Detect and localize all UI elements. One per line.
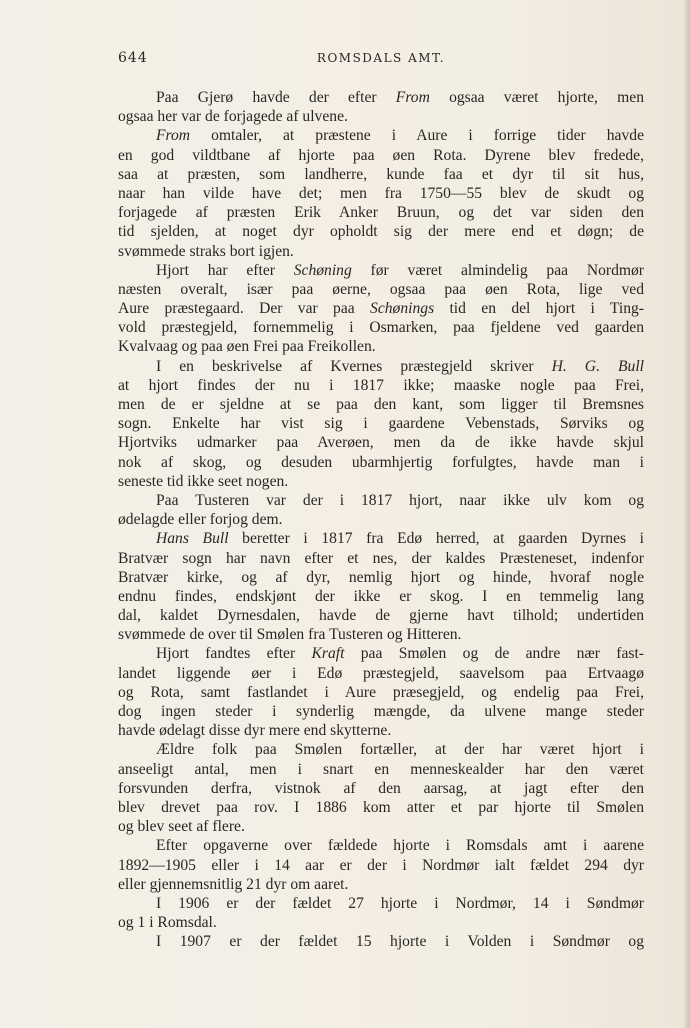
text-line (118, 299, 644, 318)
line-text: dal, kaldet Dyrnesdalen, havde de gjerne havt tilhold; undertiden (118, 607, 644, 625)
text-line (118, 529, 644, 548)
running-title: ROMSDALS AMT. (316, 51, 446, 65)
text-line (118, 817, 644, 836)
text-line (118, 606, 644, 625)
body-text (118, 88, 644, 951)
line-text: næsten overalt, især paa øerne, ogsaa paa øen Rota, lige ved (118, 280, 644, 298)
line-text: Hjort fandtes efter (156, 645, 312, 663)
line-text: I en beskrivelse af Kvernes præstegjeld skriver (156, 357, 552, 375)
line-text: 1892—1905 eller i 14 aar er der i Nordmør ialt fældet 294 dyr (118, 856, 644, 874)
text-line (118, 184, 644, 203)
text-line (118, 683, 644, 702)
line-text: endnu findes, endskjønt der ikke er skog. I en temmelig lang (118, 587, 644, 605)
line-text: blev drevet paa rov. I 1886 kom atter et par hjorte til Smølen (118, 798, 644, 816)
line-text: Paa Tusteren var der i 1817 hjort, naar ikke ulv kom og (156, 491, 644, 509)
text-line (118, 702, 644, 721)
text-line (118, 395, 644, 414)
line-text: svømmede straks bort igjen. (118, 242, 294, 260)
line-text: beretter i 1817 fra Edø herred, at gaarden Dyrnes i (228, 530, 645, 548)
text-line (118, 453, 644, 472)
text-line (118, 587, 644, 606)
text-line (118, 625, 644, 644)
text-line (118, 146, 644, 165)
text-line (118, 856, 644, 875)
line-text: og blev seet af flere. (118, 818, 245, 836)
page-header (118, 50, 644, 70)
line-text: I 1906 er der fældet 27 hjorte i Nordmør, 14 i Søndmør (156, 894, 644, 912)
line-text: Efter opgaverne over fældede hjorte i Romsdals amt i aarene (156, 837, 644, 855)
text-line (118, 568, 644, 587)
text-line (118, 165, 644, 184)
line-text: Bratvær sogn har navn efter et nes, der kaldes Præsteneset, indenfor (118, 549, 644, 567)
italic-name: From (156, 127, 191, 145)
text-line (118, 875, 644, 894)
line-text: nok af skog, og desuden ubarmhjertig forfulgtes, havde man i (118, 453, 644, 471)
text-line (118, 644, 644, 663)
text-line (118, 913, 644, 932)
italic-name: Kraft (311, 645, 345, 663)
line-text: forsvunden derfra, vistnok af den aarsag, at jagt efter den (118, 779, 644, 797)
text-line (118, 932, 644, 951)
text-line (118, 779, 644, 798)
line-text: omtaler, at præstene i Aure i forrige tider havde (190, 127, 644, 145)
text-line (118, 549, 644, 568)
text-line (118, 318, 644, 337)
line-text: eller gjennemsnitlig 21 dyr om aaret. (118, 875, 349, 893)
italic-name: H. G. Bull (551, 357, 644, 375)
text-line (118, 222, 644, 241)
line-text: tid en del hjort i Ting- (434, 300, 644, 318)
line-text: Hjortviks udmarker paa Averøen, men da de ikke havde skjul (118, 434, 644, 452)
line-text: Bratvær kirke, og af dyr, nemlig hjort og hinde, hvoraf nogle (118, 568, 644, 586)
text-line (118, 721, 644, 740)
line-text: Paa Gjerø havde der efter (156, 89, 396, 106)
text-line (118, 894, 644, 913)
italic-name: From (395, 89, 430, 106)
line-text: før været almindelig paa Nordmør (351, 261, 644, 279)
line-text: sogn. Enkelte har vist sig i gaardene Vebenstads, Sørviks og (118, 415, 644, 433)
text-line (118, 760, 644, 779)
text-line (118, 126, 644, 145)
text-line (118, 798, 644, 817)
text-line (118, 491, 644, 510)
text-line (118, 107, 644, 126)
line-text: Hjort har efter (156, 261, 294, 279)
text-line (118, 203, 644, 222)
text-line (118, 337, 644, 356)
text-line (118, 357, 644, 376)
text-line (118, 836, 644, 855)
line-text: og Rota, samt fastlandet i Aure præsegjeld, og endelig paa Frei, (118, 683, 644, 701)
line-text: ogsaa her var de forjagede af ulvene. (118, 108, 348, 126)
italic-name: Schønings (370, 300, 435, 318)
line-text: seneste tid ikke seet nogen. (118, 472, 289, 490)
line-text: en god vildtbane af hjorte paa øen Rota. Dyrene blev fredede, (118, 146, 644, 164)
text-line (118, 88, 644, 107)
line-text: ødelagde eller forjog dem. (118, 511, 283, 529)
line-text: at hjort findes der nu i 1817 ikke; maaske nogle paa Frei, (118, 376, 644, 394)
line-text: havde ødelagt disse dyr mere end skytterne. (118, 722, 392, 740)
text-line (118, 664, 644, 683)
line-text: tid sjelden, at noget dyr opholdt sig der mere end et døgn; de (118, 223, 644, 241)
italic-name: Hans Bull (156, 530, 229, 548)
line-text: paa Smølen og de andre nær fast- (344, 645, 645, 663)
line-text: vold præstegjeld, fornemmelig i Osmarken, paa fjeldene ved gaarden (118, 319, 644, 337)
line-text: og 1 i Romsdal. (118, 914, 217, 932)
text-line (118, 472, 644, 491)
line-text: Ældre folk paa Smølen fortæller, at der har været hjort i (156, 741, 644, 759)
line-text: Kvalvaag og paa øen Frei paa Freikollen. (118, 338, 376, 356)
text-line (118, 510, 644, 529)
line-text: anseeligt antal, men i snart en menneskealder har den været (118, 760, 644, 778)
text-line (118, 740, 644, 759)
text-line (118, 414, 644, 433)
text-line (118, 433, 644, 452)
italic-name: Schøning (293, 261, 352, 279)
line-text: I 1907 er der fældet 15 hjorte i Volden i Søndmør og (156, 933, 644, 951)
line-text: ogsaa været hjorte, men (429, 89, 644, 106)
line-text: svømmede de over til Smølen fra Tusteren og Hitteren. (118, 626, 462, 644)
line-text: naar han vilde have det; men fra 1750—55 blev de skudt og (118, 184, 644, 202)
line-text: dog ingen steder i synderlig mængde, da ulvene mange steder (118, 703, 644, 720)
line-text: forjagede af præsten Erik Anker Bruun, og det var siden den (118, 204, 644, 222)
text-line (118, 261, 644, 280)
text-line (118, 242, 644, 261)
line-text: Aure præstegaard. Der var paa (118, 300, 371, 318)
page-edge (684, 0, 690, 1028)
line-text: landet liggende øer i Edø præstegjeld, saavelsom paa Ertvaagø (118, 664, 644, 682)
line-text: saa at præsten, som landherre, kunde faa et dyr til sit hus, (118, 165, 644, 183)
line-text: men de er sjeldne at se paa den kant, som ligger til Bremsnes (118, 396, 644, 413)
text-line (118, 280, 644, 299)
page-number: 644 (118, 50, 148, 66)
text-line (118, 376, 644, 395)
